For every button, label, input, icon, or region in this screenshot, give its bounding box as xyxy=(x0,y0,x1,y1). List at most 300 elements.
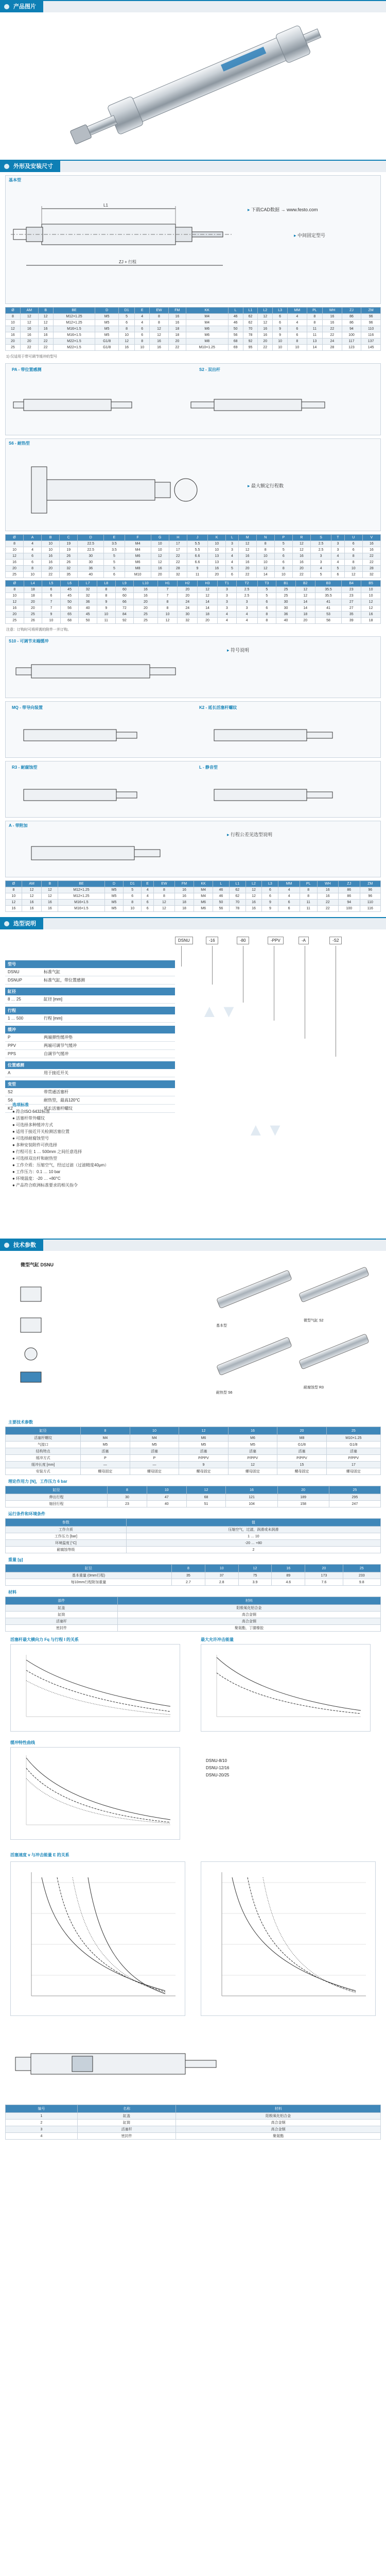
column-header: L2 xyxy=(258,308,273,314)
order-block xyxy=(5,1061,175,1077)
product-photo xyxy=(0,12,386,160)
table-cell: 6 xyxy=(288,326,307,332)
chart3-curves-icon xyxy=(11,1748,180,1839)
bottom-table-wrap xyxy=(5,2105,381,2140)
column-header: 25 xyxy=(326,1427,380,1435)
bottom-chart-title: 活塞速度 v 与冲击能量 E 的关系 xyxy=(10,1853,69,1857)
table-cell: 螺母固定 xyxy=(179,1468,229,1475)
table-row xyxy=(6,2113,381,2120)
table-cell: 89 xyxy=(272,1572,305,1579)
column-header: 缸径 xyxy=(6,1427,81,1435)
photo-label-1: 基本型 xyxy=(216,1324,227,1328)
table-row xyxy=(6,1605,381,1612)
table-cell: 阳极氧化铝合金 xyxy=(117,1605,380,1612)
drawing-s2-title: S2 - 双出杆 xyxy=(199,367,220,372)
column-header: 10 xyxy=(130,1427,179,1435)
table-cell: 12 xyxy=(6,599,24,605)
table-cell: 3 xyxy=(236,599,257,605)
table-cell: 10 xyxy=(97,612,115,618)
table-cell: 16 xyxy=(6,906,22,912)
table-cell: 4 xyxy=(278,887,300,893)
column-header: 8 xyxy=(108,1486,147,1494)
column-header: PL xyxy=(307,308,323,314)
column-header: 部件 xyxy=(6,1597,118,1605)
table-cell: 10 xyxy=(6,547,24,553)
table-cell: 32 xyxy=(169,572,187,578)
table-cell: 工作介质 xyxy=(6,1527,127,1533)
order-row xyxy=(5,1042,175,1050)
feature-item: ● 工作压力：0.1 … 10 bar xyxy=(12,1170,61,1174)
order-cell: 带贯通活塞杆 xyxy=(41,1088,175,1096)
table-cell: 117 xyxy=(342,338,361,345)
table-cell: 53 xyxy=(315,612,342,618)
table-cell: 12 xyxy=(6,326,21,332)
section-tab-dimensions: 外形及安装尺寸 xyxy=(0,161,60,172)
table-cell: 9 xyxy=(273,332,288,338)
order-block-title: 位置感测 xyxy=(5,1061,175,1069)
table-row xyxy=(6,1579,381,1586)
table-cell: 69 xyxy=(228,345,243,351)
table-cell: 活塞 xyxy=(130,1448,179,1455)
table-cell: 25 xyxy=(134,618,157,624)
table-cell: 104 xyxy=(226,1501,277,1507)
footnote-1: 1) 仅适用于带可调节缓冲的型号 xyxy=(6,355,58,359)
table-cell: 16 xyxy=(292,553,310,560)
table-cell: 46 xyxy=(213,893,229,900)
table-cell: 62 xyxy=(229,887,245,893)
order-block-title: 型号 xyxy=(5,960,175,968)
table-cell: 8 xyxy=(257,618,276,624)
table-cell: 8 xyxy=(256,541,274,547)
table-cell: 6 xyxy=(118,320,134,326)
table-cell: 缸盖 xyxy=(6,1605,118,1612)
table-cell: 65 xyxy=(60,612,79,618)
chart3 xyxy=(10,1747,180,1840)
table-cell: M10 xyxy=(125,572,151,578)
table-cell: 高合金钢 xyxy=(117,1612,380,1618)
table-cell: 247 xyxy=(329,1501,380,1507)
table-row xyxy=(6,1533,381,1540)
charts-area xyxy=(0,1634,386,1850)
photo-label-4: 耐腐蚀型 R3 xyxy=(304,1386,324,1389)
material-table xyxy=(5,1597,381,1632)
table-cell: 8 xyxy=(124,900,142,906)
table-cell: 高合金钢 xyxy=(117,1618,380,1625)
table-cell: 16 xyxy=(238,553,256,560)
table-cell: 10 xyxy=(273,345,288,351)
column-header: S xyxy=(310,535,331,541)
order-cell: 用于接近开关 xyxy=(41,1069,175,1077)
table-cell: 20 xyxy=(6,612,24,618)
table-cell: 螺母固定 xyxy=(277,1468,327,1475)
table-cell: — xyxy=(81,1462,130,1468)
table-cell: 121 xyxy=(226,1494,277,1501)
table-cell: -20 … +80 xyxy=(126,1540,380,1547)
bottom-chart-1 xyxy=(10,1861,185,2016)
table-cell: M5 xyxy=(130,1442,179,1448)
table-cell: 16 xyxy=(42,900,58,906)
table-cell: M6 xyxy=(194,900,213,906)
table-cell: 7 xyxy=(157,587,178,593)
table-cell: 12 xyxy=(344,572,362,578)
table-cell: M5 xyxy=(95,314,118,320)
table-cell: 50 xyxy=(228,326,243,332)
table-cell: 10 xyxy=(361,587,381,593)
table-row xyxy=(6,599,381,605)
table-cell: M16×1.5 xyxy=(53,326,95,332)
table-cell: 3 xyxy=(217,599,236,605)
table-cell: 78 xyxy=(243,332,258,338)
column-header: 20 xyxy=(277,1486,329,1494)
column-header: Ø xyxy=(6,581,24,587)
table-cell: 9 xyxy=(42,612,61,618)
table-cell: 6 xyxy=(278,900,300,906)
table-cell: 75 xyxy=(238,1572,272,1579)
table-cell: 16 xyxy=(42,906,58,912)
table-cell: 2.5 xyxy=(236,593,257,599)
table-cell: 23 xyxy=(342,593,361,599)
table-cell: 活塞杆 xyxy=(6,1618,118,1625)
column-header: K xyxy=(208,535,226,541)
order-row xyxy=(5,1069,175,1077)
section-header-tech xyxy=(0,1239,386,1251)
table-cell: 12 xyxy=(22,893,42,900)
table-cell: 23 xyxy=(108,1501,147,1507)
bottom-chart-1-icon xyxy=(11,1862,185,2015)
column-header: T3 xyxy=(257,581,276,587)
chart1-curves-icon xyxy=(11,1645,180,1731)
svg-text:L1: L1 xyxy=(103,203,108,208)
table-cell: 22 xyxy=(38,345,53,351)
column-header: B5 xyxy=(361,581,381,587)
table-cell: 46 xyxy=(228,320,243,326)
column-header: L1 xyxy=(243,308,258,314)
column-header: L3 xyxy=(262,881,278,887)
table-cell: 68 xyxy=(186,1494,226,1501)
column-header: ZM xyxy=(361,308,381,314)
column-header: H1 xyxy=(157,581,178,587)
weight-table xyxy=(5,1564,381,1586)
table-cell: 70 xyxy=(229,900,245,906)
weight-title: 重量 [g] xyxy=(8,1557,23,1562)
table-cell: M4 xyxy=(194,887,213,893)
table-cell: 9 xyxy=(262,900,278,906)
table-cell: M5 xyxy=(104,906,124,912)
table-cell: 2.5 xyxy=(236,587,257,593)
table-cell: M4 xyxy=(186,320,228,326)
table-cell: 45 xyxy=(60,593,79,599)
table-cell: 28 xyxy=(323,345,342,351)
chart2-title: 最大允许冲击能量 xyxy=(201,1637,234,1642)
column-header: MM xyxy=(288,308,307,314)
column-header: BE xyxy=(53,308,95,314)
table-cell: 30 xyxy=(78,560,104,566)
table-row xyxy=(6,1625,381,1632)
table-cell: 14 xyxy=(198,605,218,612)
table-cell: 16 xyxy=(150,345,169,351)
table-cell: 116 xyxy=(360,906,380,912)
table-cell: 62 xyxy=(229,893,245,900)
table-cell: 3 xyxy=(217,587,236,593)
series-note-text: 最大额定行程数 xyxy=(251,483,284,488)
table-cell: 16 xyxy=(22,906,42,912)
order-cell: 8 … 25 xyxy=(5,995,41,1004)
table-cell: 5.5 xyxy=(187,541,207,547)
table-cell: 12 xyxy=(22,887,42,893)
table-cell: 16 xyxy=(317,893,338,900)
table-row xyxy=(6,1435,381,1442)
table-cell: 50 xyxy=(60,599,79,605)
order-row xyxy=(5,976,175,985)
column-header: 材料 xyxy=(117,1597,380,1605)
table-cell: 密封件 xyxy=(77,2133,176,2140)
symbol-note-text: 符号说明 xyxy=(231,648,250,653)
table-cell: 22 xyxy=(292,572,310,578)
table-row xyxy=(6,1448,381,1455)
order-cell: PPS xyxy=(5,1050,41,1058)
column-header: B4 xyxy=(342,581,361,587)
column-header: 16 xyxy=(228,1427,277,1435)
table-cell: 4 xyxy=(217,612,236,618)
table-cell: 18 xyxy=(295,612,315,618)
table-cell: 6.6 xyxy=(187,553,207,560)
column-header: FM xyxy=(168,308,186,314)
table-cell: 12 xyxy=(245,887,262,893)
table-cell: 56 xyxy=(213,906,229,912)
table-cell: 10 xyxy=(256,560,274,566)
table-cell: 1 … 10 xyxy=(126,1533,380,1540)
table-cell: 基本重量 (0mm行程) xyxy=(6,1572,172,1579)
table-cell: 阳极氧化铝合金 xyxy=(176,2113,381,2120)
table-cell: 30 xyxy=(78,553,104,560)
table-cell: 8 xyxy=(307,314,323,320)
column-header: L4 xyxy=(24,581,42,587)
table-cell: 10 xyxy=(42,618,61,624)
table-cell: 5 xyxy=(257,593,276,599)
drawing-s10 xyxy=(5,636,381,698)
table-cell: M6 xyxy=(125,560,151,566)
table-cell: — xyxy=(130,1462,179,1468)
table-cell: 9 xyxy=(187,566,207,572)
table-cell: 16 xyxy=(6,332,21,338)
table-cell: 伸出行程 xyxy=(6,1494,108,1501)
table-cell: 3 xyxy=(331,541,344,547)
column-header: 值 xyxy=(126,1519,380,1527)
drawing-basic-title: 基本型 xyxy=(9,178,21,182)
table-cell: 5 xyxy=(118,314,134,320)
column-header: 缸径 xyxy=(6,1565,172,1572)
table-cell: G1/8 xyxy=(326,1442,380,1448)
table-cell: 16 xyxy=(245,900,262,906)
table-cell: 39 xyxy=(342,618,361,624)
column-header: EW xyxy=(154,881,175,887)
table-cell: 25 xyxy=(6,572,24,578)
table-cell: 6 xyxy=(142,900,154,906)
table-cell: 12 xyxy=(38,314,53,320)
table-cell: 11 xyxy=(300,900,317,906)
table-cell: 26 xyxy=(60,553,78,560)
general-table-wrap xyxy=(5,1418,381,1475)
table-cell: M5 xyxy=(104,900,124,906)
column-header: E xyxy=(142,881,154,887)
column-header: L xyxy=(213,881,229,887)
table-cell: 4 xyxy=(310,566,331,572)
table-cell: 10 xyxy=(256,553,274,560)
table-cell: 2 xyxy=(6,2120,78,2126)
feature-item: ● 产品符合欧洲标准要求的相关指令 xyxy=(12,1183,78,1188)
table-cell: 12 xyxy=(198,587,218,593)
table-cell: 18 xyxy=(174,900,194,906)
table-cell: 螺母固定 xyxy=(326,1468,380,1475)
table-cell: 26 xyxy=(24,618,42,624)
section-tab-tech: 技术参数 xyxy=(0,1240,43,1251)
section-tab-order: 选型说明 xyxy=(0,918,43,929)
order-block-title: 缓冲 xyxy=(5,1026,175,1033)
table-cell: M6 xyxy=(228,1435,277,1442)
table-cell: 2 xyxy=(126,1547,380,1553)
table-cell: 活塞杆螺纹 xyxy=(6,1435,81,1442)
table-cell: 气接口 xyxy=(6,1442,81,1448)
table-cell: 72 xyxy=(115,605,134,612)
table-cell: 密封件 xyxy=(6,1625,118,1632)
table-cell: 25 xyxy=(24,612,42,618)
table-cell: 8 xyxy=(157,599,178,605)
table-row xyxy=(6,612,381,618)
column-header: P xyxy=(274,535,292,541)
table-cell: 缓冲方式 xyxy=(6,1455,81,1462)
table-cell: 4 xyxy=(6,2133,78,2140)
column-header: KK xyxy=(194,881,213,887)
table-cell: 5 xyxy=(331,566,344,572)
column-header: 25 xyxy=(329,1486,380,1494)
table1-wrap xyxy=(5,307,381,351)
table-cell: 缓冲长度 [mm] xyxy=(6,1462,81,1468)
drawing-variants-1 xyxy=(5,363,381,435)
table-cell: 25 xyxy=(134,612,157,618)
table-cell: 22 xyxy=(362,560,380,566)
table-cell: 16 xyxy=(38,332,53,338)
table-cell: 45 xyxy=(60,587,79,593)
table-cell: 8 xyxy=(344,560,362,566)
table-cell: 189 xyxy=(277,1494,329,1501)
table-cell: M4 xyxy=(125,541,151,547)
table-cell: 9 xyxy=(97,599,115,605)
curve-legend xyxy=(206,1757,229,1779)
column-header: WH xyxy=(317,881,338,887)
table-row xyxy=(6,326,381,332)
column-header: M xyxy=(238,535,256,541)
table-cell: 14 xyxy=(307,345,323,351)
table-cell: 20 xyxy=(178,593,198,599)
column-header: AM xyxy=(22,881,42,887)
table-cell: 20 xyxy=(42,566,60,572)
order-block-title: 变型 xyxy=(5,1080,175,1088)
order-cell: 自调节气缓冲 xyxy=(41,1050,175,1058)
table-cell: 6 xyxy=(124,893,142,900)
table-cell: 3 xyxy=(331,547,344,553)
table-cell: 6 xyxy=(142,906,154,912)
column-header: ZJ xyxy=(342,308,361,314)
chart1 xyxy=(10,1644,180,1732)
column-header: Ø xyxy=(6,881,22,887)
table-cell: 8 xyxy=(256,547,274,553)
table-cell: 10 xyxy=(24,572,42,578)
bottom-table xyxy=(5,2105,381,2140)
table-cell: 3 xyxy=(6,2126,78,2133)
table-cell: 86 xyxy=(339,887,360,893)
column-header: D xyxy=(104,881,124,887)
table-cell: 22 xyxy=(323,332,342,338)
column-header: A xyxy=(24,535,42,541)
section-drawing-icon xyxy=(10,2036,226,2092)
table-cell: P/PPV xyxy=(179,1455,229,1462)
table-cell: 51 xyxy=(186,1501,226,1507)
table-cell: 15 xyxy=(277,1462,327,1468)
table-cell: 5 xyxy=(274,547,292,553)
table-cell: 10 xyxy=(157,612,178,618)
chart2-curves-icon xyxy=(201,1645,370,1731)
env-table xyxy=(5,1518,381,1553)
table-cell: 50 xyxy=(213,900,229,906)
table-cell: M16×1.5 xyxy=(58,906,104,912)
photo-label-3: 耐热型 S6 xyxy=(216,1391,233,1395)
table-cell: 16 xyxy=(208,566,226,572)
table-cell: 8 xyxy=(6,541,24,547)
table-cell: 92 xyxy=(243,338,258,345)
table-cell: 4 xyxy=(24,541,42,547)
column-header: Ø xyxy=(6,308,21,314)
table-cell: 4 xyxy=(142,887,154,893)
table-cell: 10 xyxy=(344,566,362,572)
table-cell: 12 xyxy=(361,599,381,605)
table-cell: 12 xyxy=(228,1462,277,1468)
section-header-product xyxy=(0,0,386,12)
table-cell: 16 xyxy=(258,332,273,338)
feature-items xyxy=(12,1108,194,1189)
column-header: D1 xyxy=(118,308,134,314)
table-cell: G1/8 xyxy=(95,338,118,345)
table-cell: 22 xyxy=(20,345,38,351)
table-cell: 12 xyxy=(151,553,169,560)
table-cell: 45 xyxy=(79,612,97,618)
table-cell: 6 xyxy=(104,572,125,578)
order-cell: S6 xyxy=(5,1096,41,1105)
table-cell: 12 xyxy=(238,547,256,553)
table-cell: 26 xyxy=(60,560,78,566)
table-cell: 16 xyxy=(323,314,342,320)
table-cell: 12 xyxy=(295,587,315,593)
table-cell: M4 xyxy=(81,1435,130,1442)
table-cell: 37 xyxy=(205,1572,238,1579)
column-header: 8 xyxy=(172,1565,205,1572)
table-cell: 12 xyxy=(118,338,134,345)
drawing-a-title: A - 带附加 xyxy=(9,823,28,828)
table-cell: 10 xyxy=(151,547,169,553)
table-cell: 12 xyxy=(150,326,169,332)
bottom-chart-2 xyxy=(201,1861,376,2016)
order-row xyxy=(5,1050,175,1058)
table-cell: 22 xyxy=(323,326,342,332)
footnote-2: 注意：订购时可将所需的附件一并订购。 xyxy=(6,628,71,632)
table-cell: 70 xyxy=(243,326,258,332)
table-cell: 18 xyxy=(168,332,186,338)
table-cell: M8 xyxy=(277,1435,327,1442)
table-cell: 螺母固定 xyxy=(81,1468,130,1475)
table-cell: 20 xyxy=(198,618,218,624)
table-cell: 35 xyxy=(342,612,361,618)
table-cell: 35.5 xyxy=(315,587,342,593)
table-cell: 68 xyxy=(228,338,243,345)
